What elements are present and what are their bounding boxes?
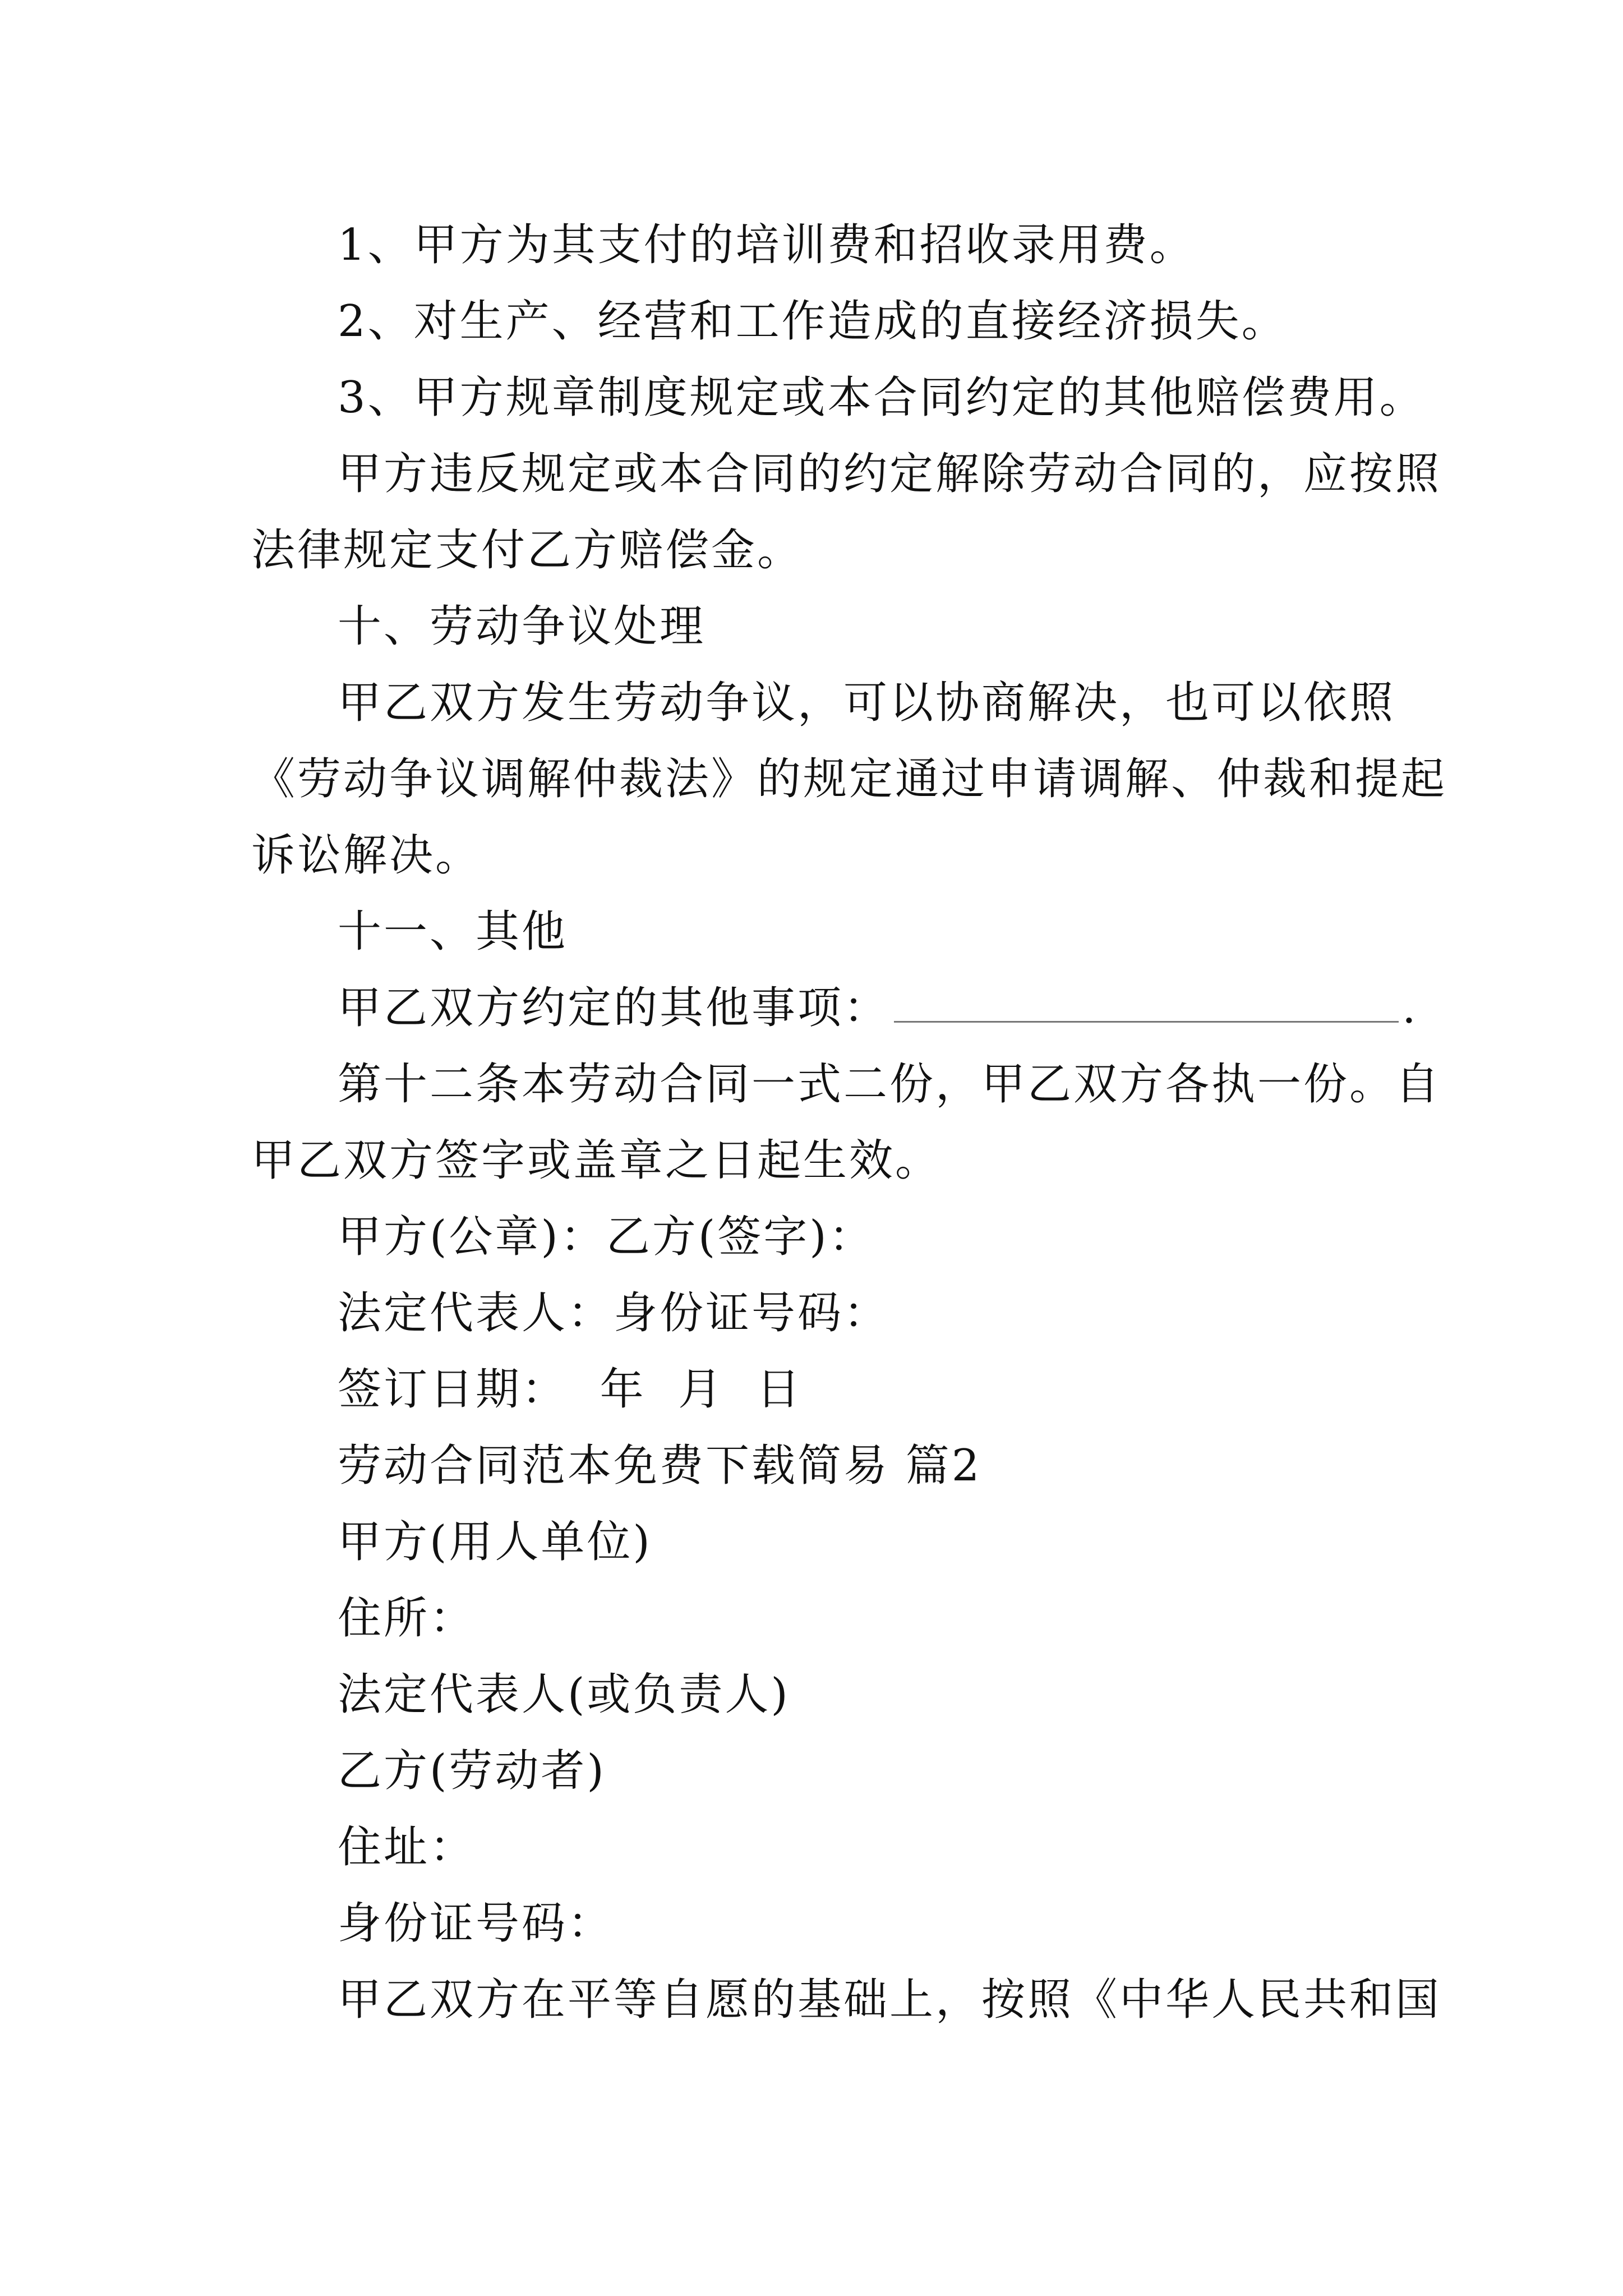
other-matters-blank[interactable]: [894, 985, 1399, 1023]
paragraph-line-with-blank: [338, 968, 1418, 1048]
signing-date-line: 签订日期： 年 月 日: [338, 1364, 803, 1415]
paragraph-line: 法律规定支付乙方赔偿金。: [251, 525, 804, 576]
party-a-label: 甲方(用人单位): [338, 1517, 652, 1567]
paragraph-item-3: 3、甲方规章制度规定或本合同约定的其他赔偿费用。: [338, 372, 1426, 423]
blank-terminator: .: [1402, 983, 1418, 1033]
residence-label: 住所：: [338, 1593, 476, 1644]
section-heading: 十一、其他: [338, 907, 568, 957]
other-matters-label: 甲乙双方约定的其他事项：: [338, 983, 890, 1033]
paragraph-line: 甲方违反规定或本合同的约定解除劳动合同的，应按照: [338, 449, 1442, 499]
signature-parties-line: 甲方(公章)：乙方(签字)：: [338, 1212, 875, 1262]
paragraph-line: 甲乙双方发生劳动争议，可以协商解决，也可以依照: [338, 678, 1396, 728]
party-b-label: 乙方(劳动者): [338, 1746, 606, 1796]
paragraph-line: 《劳动争议调解仲裁法》的规定通过申请调解、仲裁和提起: [251, 754, 1447, 804]
paragraph-item-2: 2、对生产、经营和工作造成的直接经济损失。: [338, 296, 1288, 347]
paragraph-line: 第十二条本劳动合同一式二份，甲乙双方各执一份。自: [338, 1059, 1442, 1110]
id-number-label: 身份证号码：: [338, 1898, 614, 1949]
representative-id-line: 法定代表人：身份证号码：: [338, 1288, 890, 1338]
paragraph-item-1: 1、甲方为其支付的培训费和招收录用费。: [338, 220, 1196, 270]
paragraph-line: 甲乙双方签字或盖章之日起生效。: [251, 1135, 942, 1186]
section-heading: 十、劳动争议处理: [338, 601, 706, 652]
paragraph-line: 甲乙双方在平等自愿的基础上，按照《中华人民共和国: [338, 1975, 1442, 2025]
legal-representative-label: 法定代表人(或负责人): [338, 1669, 790, 1720]
address-label: 住址：: [338, 1822, 476, 1872]
document-section-title: 劳动合同范本免费下载简易 篇2: [338, 1441, 982, 1491]
paragraph-line: 诉讼解决。: [251, 830, 482, 881]
